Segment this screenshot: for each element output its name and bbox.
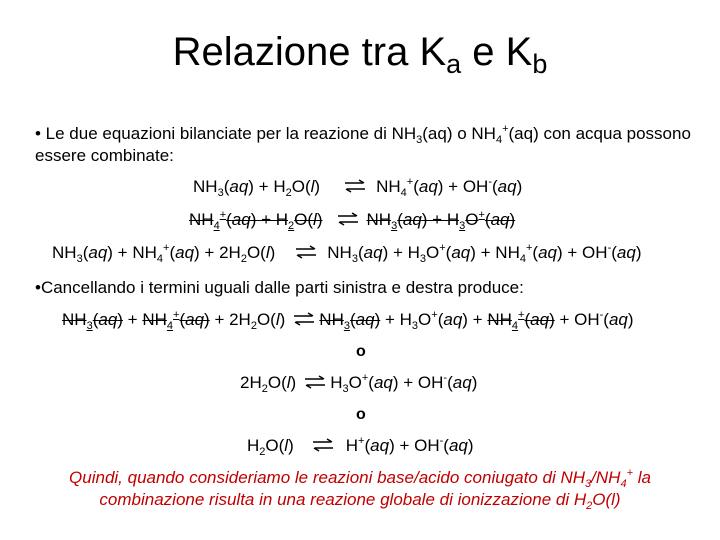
conclusion-sub-2: 2 — [586, 500, 593, 512]
equilibrium-arrows-icon — [295, 245, 317, 259]
conclusion-text — [20, 467, 700, 511]
equation-6 — [247, 435, 474, 457]
conclusion-text-4: O(l) — [592, 490, 621, 509]
page-title — [0, 28, 720, 88]
title-sub-b: b — [532, 49, 548, 79]
intro-paragraph — [35, 123, 695, 167]
equation-4 — [62, 309, 634, 331]
conclusion-sub-4: 4 — [620, 478, 627, 490]
equation-4-left: $NH_3(aq) + NH_4^+(aq) + 2H_2O(l)$ — [62, 309, 286, 332]
equation-1-right: $NH_4^+(aq) + OH^-(aq)$ — [376, 176, 523, 199]
equation-2 — [189, 209, 515, 231]
title-mid: e K — [461, 30, 533, 74]
equation-4-right: $NH_3(aq) + H_3O^+(aq) + NH_4^+(aq) + OH^-(aq)$ — [319, 309, 634, 332]
equilibrium-arrows-icon — [344, 179, 366, 193]
equation-2-left: $NH_4^+(aq) + H_2O(l)$ — [189, 209, 323, 232]
equilibrium-arrows-icon — [293, 312, 315, 326]
equation-5 — [240, 372, 477, 394]
title-main: Relazione tra K — [172, 30, 447, 74]
or-separator-2: o — [356, 406, 366, 423]
equilibrium-arrows-icon — [304, 375, 326, 389]
equation-2-right: $NH_3(aq) + H_3O^+(aq)$ — [366, 209, 516, 232]
conclusion-sup-plus: + — [626, 467, 633, 479]
intro-sub-3: 3 — [416, 134, 423, 146]
equation-3 — [52, 242, 642, 264]
equilibrium-arrows-icon — [312, 438, 334, 452]
conclusion-text-3: la combinazione risulta in una reazione globale di ionizzazione di H — [99, 468, 651, 509]
bullet-cancel: •Cancellando i termini uguali dalle parti sinistra e destra produce: — [35, 278, 524, 297]
conclusion-text-1: Quindi, quando consideriamo le reazioni base/acido coniugato di NH — [69, 468, 586, 487]
title-sub-a: a — [446, 49, 462, 79]
conclusion-text-2: /NH — [591, 468, 621, 487]
equilibrium-arrows-icon — [337, 212, 359, 226]
intro-text-3: (aq) con acqua possono essere combinate: — [35, 124, 691, 165]
intro-sub-4: 4 — [495, 134, 503, 146]
equation-1 — [193, 176, 522, 198]
equation-6-right: H+(aq) + OH-(aq) — [345, 435, 474, 455]
conclusion-sub-3: 3 — [585, 478, 592, 490]
equation-3-left: $NH_3(aq) + NH_4^+(aq) + 2H_2O(l)$ — [52, 242, 276, 265]
intro-text-1: • Le due equazioni bilanciate per la reazione di NH — [35, 124, 417, 143]
intro-sup-plus: + — [502, 123, 509, 135]
equation-1-left: $NH_3(aq) + H_2O(l)$ — [193, 177, 321, 199]
intro-text-2: (aq) o NH — [422, 124, 496, 143]
equation-5-left: $2H_2O(l)$ — [240, 373, 297, 395]
or-separator-1: o — [356, 343, 366, 360]
equation-3-right: $NH_3(aq) + H_3O^+(aq) + NH_4^+(aq) + OH^-(aq)$ — [327, 242, 642, 265]
equation-5-right: $H_3O^+(aq) + OH^-(aq)$ — [330, 372, 478, 395]
equation-6-left: $H_2O(l)$ — [247, 436, 294, 458]
